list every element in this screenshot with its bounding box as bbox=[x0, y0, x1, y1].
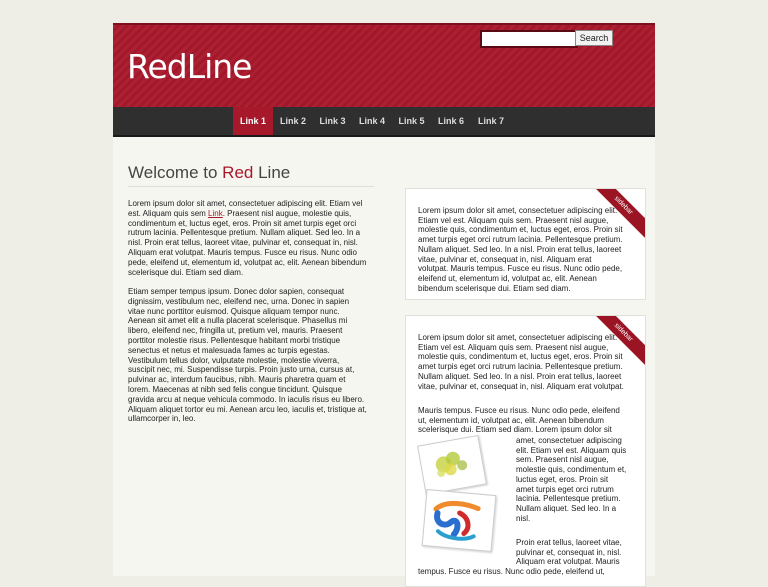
sidebar-box-2-wrap-text-2: Proin erat tellus, laoreet vitae, pulvinar et, consequat in, nisl. Aliquam erat volutpat. Mauris bbox=[516, 538, 622, 567]
nav-link-4[interactable]: Link 4 bbox=[358, 116, 385, 126]
search-input[interactable] bbox=[480, 30, 578, 48]
photo-thumbnail-1 bbox=[417, 435, 487, 495]
page-title: Welcome to Red Line bbox=[128, 163, 291, 182]
nav-link-5[interactable]: Link 5 bbox=[398, 116, 425, 126]
yellow-paint-image bbox=[418, 436, 485, 494]
site-header bbox=[113, 23, 655, 107]
title-divider bbox=[128, 186, 374, 187]
main-navigation bbox=[113, 107, 655, 137]
sidebar-box-1 bbox=[405, 188, 646, 300]
main-paragraph-2: Etiam semper tempus ipsum. Donec dolor sapien, consequat dignissim, vestibulum nec, eleifend nec, urna. Donec in sapien vitae nunc porttitor euismod. Quisque aliquam tempor nunc. Aenean sit amet elit a nulla placerat scelerisque. Phasellus mi libero, eleifend nec, fringilla ut, pretium vel, mauris. Praesent porttitor molestie risus. Pellentesque habitant morbi tristique senectus et netus et malesuada fames ac turpis egestas. Vestibulum tellus dolor, vulputate molestie, molestie viverra, suscipit nec, mi. Suspendisse turpis. Proin justo urna, cursus at, pulvinar ac, interdum faucibus, nibh. Mauris pharetra quam et lorem. Maecenas at nibh sed felis congue tincidunt. Quisque gravida arcu at neque vehicula commodo. In iaculis risus eu libero. Aliquam aliquet tortor eu mi. Aenean arcu leo, iaculis et, tristique at, ullamcorper in, leo. bbox=[128, 287, 367, 424]
site-logo[interactable]: RedLine bbox=[127, 47, 252, 86]
search-button[interactable]: Search bbox=[575, 30, 613, 46]
sidebar-ribbon: sidebar bbox=[583, 315, 646, 373]
sidebar-box-1-text: Lorem ipsum dolor sit amet, consectetuer adipiscing elit. Etiam vel est. Aliquam quis sem. Praesent nisl augue, molestie quis, condimentum et, luctus eget, eros. Proin sit amet turpis eget orci rutrum lacinia. Pellentesque pretium. Nullam aliquet. Sed leo. In a nisl. Proin erat tellus, laoreet vitae, pulvinar et, consequat in, nisl. Aliquam erat volutpat. Mauris tempus. Fusce eu risus. Nunc odio pede, eleifend ut, elementum id, volutpat ac, elit. Aenean bibendum scelerisque dui. Etiam sed diam. bbox=[418, 206, 623, 293]
nav-link-7[interactable]: Link 7 bbox=[477, 116, 504, 126]
colorful-paint-image bbox=[423, 490, 496, 551]
main-paragraph-1: Lorem ipsum dolor sit amet, consectetuer adipiscing elit. Etiam vel est. Aliquam quis sem Link. Praesent nisl augue, molestie quis, condimentum et, luctus eget, eros. Proin sit amet turpis eget orci rutrum lacinia. Pellentesque pretium. Nullam aliquet. Sed leo. In a nisl. Proin erat tellus, laoreet vitae, pulvinar et, consequat in, nisl. Aliquam erat volutpat. Mauris tempus. Fusce eu risus. Nunc odio pede, eleifend ut, elementum id, volutpat ac, elit. Aenean bibendum scelerisque dui. Etiam sed diam. bbox=[128, 199, 367, 277]
sidebar-box-2-text-1: Lorem ipsum dolor sit amet, consectetuer adipiscing elit. Etiam vel est. Aliquam quis sem. Praesent nisl augue, molestie quis, condimentum et, luctus eget, eros. Proin sit amet turpis eget orci rutrum lacinia. Pellentesque pretium. Nullam aliquet. Sed leo. In a nisl. Proin erat tellus, laoreet vitae, pulvinar et, consequat in, nisl. Aliquam erat volutpat. bbox=[418, 333, 624, 391]
nav-link-6[interactable]: Link 6 bbox=[437, 116, 464, 126]
sidebar-box-2-tail-text: tempus. Fusce eu risus. Nunc odio pede, eleifend ut, bbox=[418, 567, 605, 576]
nav-link-1[interactable]: Link 1 bbox=[233, 107, 273, 135]
inline-link[interactable]: Link bbox=[208, 208, 223, 218]
sidebar-box-2-wrap-text: amet, consectetuer adipiscing elit. Etiam vel est. Aliquam quis sem. Praesent nisl augue, molestie quis, condimentum et, luctus eget, eros. Proin sit amet turpis eget orci rutrum lacinia. Pellentesque pretium. Nullam aliquet. Sed leo. In a nisl. bbox=[516, 436, 627, 523]
nav-link-2[interactable]: Link 2 bbox=[279, 116, 306, 126]
sidebar-box-2-text-2: Mauris tempus. Fusce eu risus. Nunc odio pede, eleifend ut, elementum id, volutpat ac, elit. Aenean bibendum scelerisque dui. Etiam sed diam. Lorem ipsum dolor sit bbox=[418, 406, 620, 435]
sidebar-box-2 bbox=[405, 315, 646, 587]
photo-thumbnail-2 bbox=[422, 489, 497, 552]
sidebar-ribbon: sidebar bbox=[583, 188, 646, 246]
nav-link-3[interactable]: Link 3 bbox=[319, 116, 346, 126]
page-container bbox=[113, 23, 655, 576]
